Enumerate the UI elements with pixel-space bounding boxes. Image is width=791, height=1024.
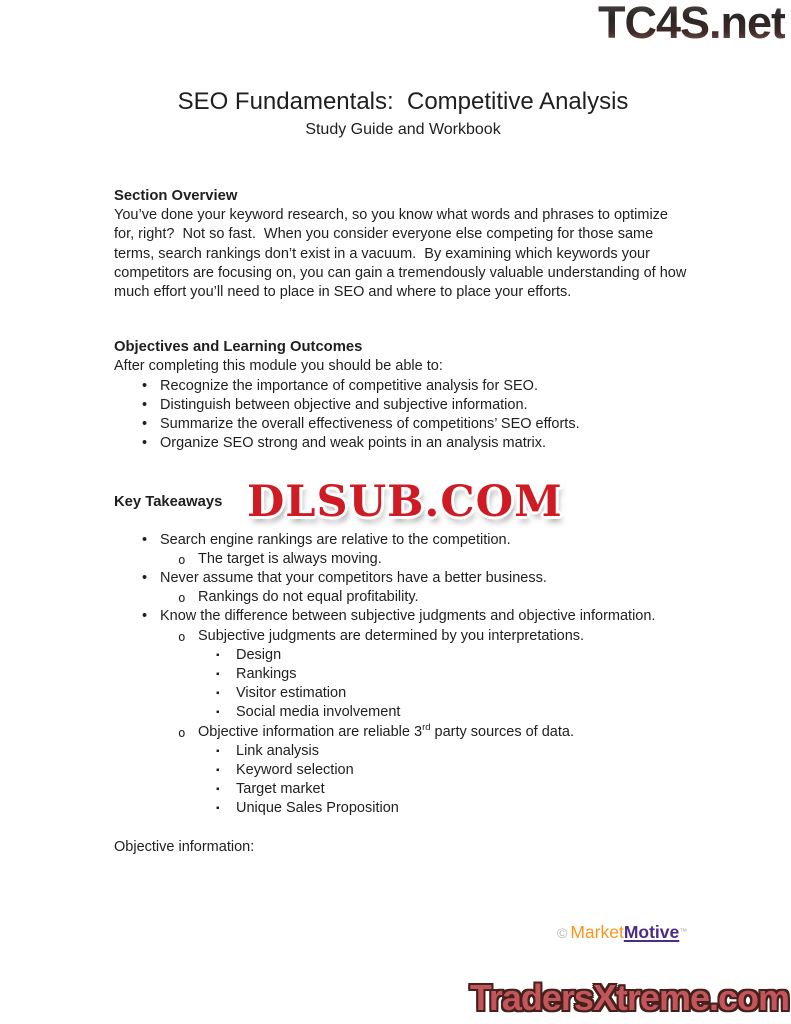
list-item [114, 607, 692, 626]
section-overview [114, 187, 692, 302]
list-item-text [198, 723, 574, 742]
section-key-takeaways-heading: Key Takeaways [114, 494, 223, 511]
list-item [114, 646, 692, 665]
list-item [114, 550, 692, 569]
list-item-text: Distinguish between objective and subjective information. [160, 396, 528, 413]
list-item [114, 723, 692, 742]
list-item [114, 627, 692, 646]
bullet-disc-icon: • [142, 531, 148, 548]
list-item-text: Search engine rankings are relative to the competition. [160, 531, 511, 548]
bullet-square-icon: ▪ [216, 649, 220, 661]
list-item-text-pre: Objective information are reliable 3 [198, 723, 423, 740]
list-item [114, 588, 692, 607]
list-item [114, 377, 692, 396]
list-item [114, 703, 692, 722]
section-overview-heading: Section Overview [114, 188, 238, 204]
list-item [114, 742, 692, 761]
bullet-square-icon: ▪ [216, 707, 220, 719]
list-item [114, 761, 692, 780]
closing-line: Objective information: [114, 838, 255, 855]
bullet-square-icon: ▪ [216, 688, 220, 700]
bullet-disc-icon: • [142, 570, 148, 587]
document-content [114, 88, 692, 857]
section-objectives-intro: After completing this module you should be able to: [114, 358, 443, 375]
list-item [114, 665, 692, 684]
list-item-text-post: party sources of data. [430, 723, 574, 740]
copyright-icon: © [557, 925, 568, 941]
list-item-text: Know the difference between subjective judgments and objective information. [160, 608, 656, 625]
page-title: SEO Fundamentals: Competitive Analysis [177, 88, 629, 115]
list-item [114, 415, 692, 434]
ordinal-superscript: rd [422, 721, 431, 733]
bullet-circle-icon: o [178, 551, 186, 567]
bullet-square-icon: ▪ [216, 745, 220, 757]
list-item [114, 531, 692, 550]
list-item [114, 434, 692, 453]
list-item-text: Keyword selection [236, 762, 354, 779]
page-subtitle: Study Guide and Workbook [305, 121, 501, 138]
list-item-text: Unique Sales Proposition [236, 800, 399, 817]
marketmotive-logo-motive: Motive [623, 922, 680, 942]
bullet-disc-icon: • [142, 377, 148, 394]
list-item [114, 780, 692, 799]
bullet-square-icon: ▪ [216, 803, 220, 815]
list-item-text: Summarize the overall effectiveness of competitions’ SEO efforts. [160, 416, 580, 433]
tradersxtreme-watermark-logo: TradersXtreme.com [469, 977, 789, 1018]
bullet-square-icon: ▪ [216, 669, 220, 681]
list-item-text: The target is always moving. [198, 550, 382, 567]
list-item [114, 396, 692, 415]
list-item-text: Never assume that your competitors have a better business. [160, 570, 547, 587]
list-item-text: Visitor estimation [236, 685, 347, 702]
list-item [114, 569, 692, 588]
bullet-disc-icon: • [142, 416, 148, 433]
tc4s-watermark-logo: TC4S.net [598, 0, 785, 49]
trademark-icon: ™ [679, 927, 688, 936]
objectives-list [114, 377, 692, 454]
bullet-circle-icon: o [178, 628, 186, 644]
bullet-disc-icon: • [142, 435, 148, 452]
list-item-text: Organize SEO strong and weak points in an analysis matrix. [160, 435, 547, 452]
dlsub-watermark-stamp: DLSUB.COM [247, 477, 563, 527]
list-item-text: Rankings do not equal profitability. [198, 589, 419, 606]
marketmotive-logo [557, 921, 687, 944]
section-objectives [114, 338, 692, 453]
bullet-square-icon: ▪ [216, 784, 220, 796]
list-item-text: Target market [236, 781, 325, 798]
section-key-takeaways [114, 493, 692, 818]
section-overview-paragraph: You’ve done your keyword research, so you know what words and phrases to optimize for, right? Not so fast. When you consider everyone else competing for those same terms, search rankings don’t exist in a vacuum. By examining which keywords your competitors are focusing on, you can gain a tremendously valuable understanding of how much effort you’ll need to place in SEO and where to place your efforts. [114, 207, 691, 301]
list-item-text: Subjective judgments are determined by you interpretations. [198, 627, 585, 644]
bullet-circle-icon: o [178, 724, 186, 740]
list-item-text: Social media involvement [236, 704, 401, 721]
list-item-text: Rankings [236, 666, 297, 683]
marketmotive-logo-market: Market [570, 922, 624, 942]
list-item [114, 684, 692, 703]
list-item [114, 799, 692, 818]
list-item-text: Link analysis [236, 742, 320, 759]
bullet-disc-icon: • [142, 608, 148, 625]
bullet-square-icon: ▪ [216, 765, 220, 777]
bullet-disc-icon: • [142, 396, 148, 413]
key-takeaways-list [114, 531, 692, 819]
list-item-text: Design [236, 646, 282, 663]
section-objectives-heading: Objectives and Learning Outcomes [114, 339, 363, 356]
bullet-circle-icon: o [178, 590, 186, 606]
list-item-text: Recognize the importance of competitive analysis for SEO. [160, 377, 538, 394]
